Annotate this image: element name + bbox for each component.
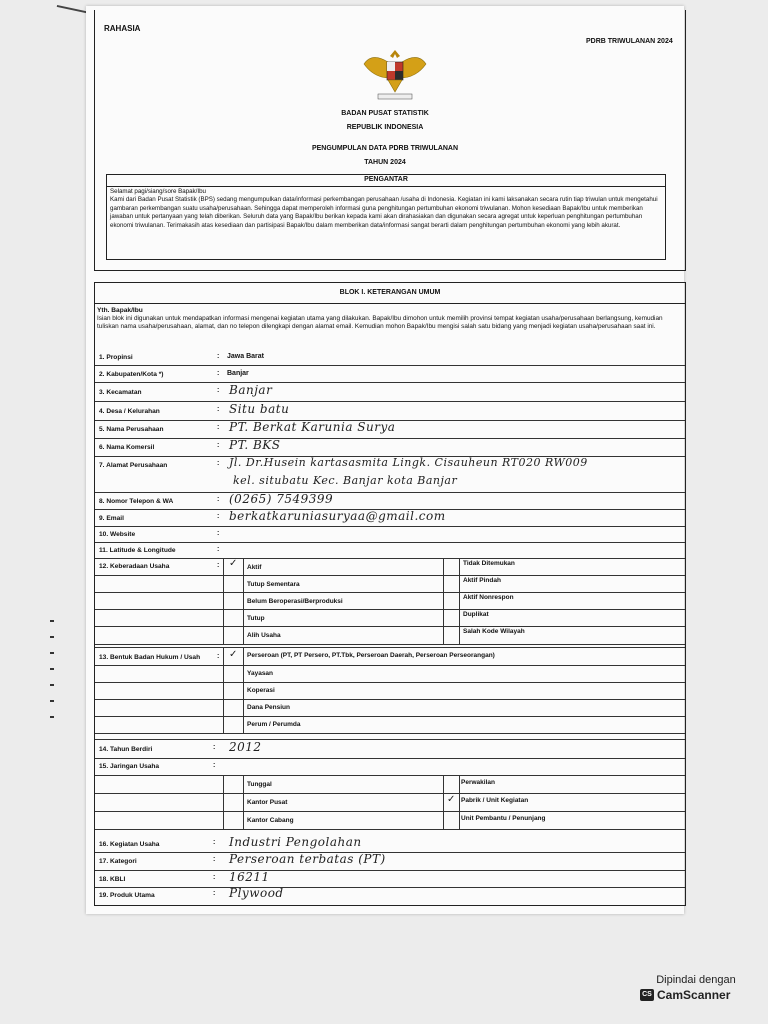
opt-belum-beroperasi[interactable]: Belum Beroperasi/Berproduksi: [247, 598, 343, 605]
scanner-line1: Dipindai dengan: [656, 974, 736, 986]
opt-tutup-sementara[interactable]: Tutup Sementara: [247, 581, 300, 588]
field-produk-utama: 19. Produk Utama : Plywood: [99, 886, 284, 900]
form-year: TAHUN 2024: [364, 159, 406, 166]
pengantar-body: Kami dari Badan Pusat Statistik (BPS) sedang mengumpulkan data/informasi perkembangan perusahaan /usaha di Indonesia. Kegiatan ini kami laksanakan secara rutin tiap triwulan untuk mengetahui gambaran perkembangan suatu usaha/perusahaan. Sehingga dapat memperoleh informasi guna penghitungan pertumbuhan ekonomi triwulanan. Mohon kesediaan Bapak/Ibu untuk memberikan jawaban untuk pertanyaan yang telah diberikan. Seluruh data yang Bapak/Ibu berikan kepada kami akan dirahasiakan dan digunakan secara agregat untuk keperluan penghitungan pertumbuhan ekonomi triwulanan. Terimakasih atas kesediaan dan partisipasi Bapak/Ibu dalam memberikan data/informasi sangat berarti dalam penghitungan pertumbuhan ekonomi yang lebih akurat.: [110, 196, 658, 229]
opt-kantor-cabang[interactable]: Kantor Cabang: [247, 817, 294, 824]
field-kegiatan-usaha: 16. Kegiatan Usaha : Industri Pengolahan: [95, 835, 685, 853]
opt-aktif-pindah[interactable]: Aktif Pindah: [463, 577, 501, 584]
org-country: REPUBLIK INDONESIA: [346, 124, 424, 131]
field-propinsi: 1. Propinsi : Jawa Barat: [95, 349, 685, 366]
scanner-line2: CamScanner: [657, 988, 731, 1002]
scan-fold-mark: [55, 5, 86, 19]
field-kategori: 17. Kategori : Perseroan terbatas (PT): [95, 852, 685, 871]
field-telepon: 8. Nomor Telepon & WA : (0265) 7549399: [95, 492, 685, 510]
form-code: PDRB TRIWULANAN 2024: [586, 38, 673, 45]
form-title: PENGUMPULAN DATA PDRB TRIWULANAN: [311, 145, 459, 152]
field-keberadaan-usaha: 12. Keberadaan Usaha :: [95, 558, 685, 645]
opt-duplikat[interactable]: Duplikat: [463, 611, 489, 618]
opt-unit-pembantu[interactable]: Unit Pembantu / Penunjang: [461, 815, 546, 822]
pengantar-greeting: Selamat pagi/siang/sore Bapak/Ibu: [110, 187, 206, 195]
opt-salah-kode-wilayah[interactable]: Salah Kode Wilayah: [463, 628, 525, 635]
opt-alih-usaha[interactable]: Alih Usaha: [247, 632, 281, 639]
scan-edge-marks: [50, 620, 56, 732]
opt-yayasan[interactable]: Yayasan: [247, 670, 274, 677]
field-jaringan-usaha: 15. Jaringan Usaha :: [99, 762, 216, 770]
field-badan-hukum: 13. Bentuk Badan Hukum / Usah :: [95, 647, 685, 734]
opt-tidak-ditemukan[interactable]: Tidak Ditemukan: [463, 560, 515, 567]
opt-aktif[interactable]: Aktif: [247, 564, 262, 571]
camscanner-watermark: [640, 974, 752, 1014]
opt-tunggal[interactable]: Tunggal: [247, 781, 272, 788]
opt-pabrik[interactable]: Pabrik / Unit Kegiatan: [461, 797, 529, 804]
opt-dana-pensiun[interactable]: Dana Pensiun: [247, 704, 290, 711]
opt-kantor-pusat[interactable]: Kantor Pusat: [247, 799, 288, 806]
garuda-emblem-icon: [360, 44, 430, 104]
field-kecamatan: 3. Kecamatan : Banjar: [95, 382, 685, 402]
opt-perwakilan[interactable]: Perwakilan: [461, 779, 495, 786]
field-desa: 4. Desa / Kelurahan : Situ batu: [95, 401, 685, 421]
blok-salutation: Yth. Bapak/Ibu: [97, 307, 143, 314]
opt-tutup[interactable]: Tutup: [247, 615, 265, 622]
field-latlong: 11. Latitude & Longitude :: [95, 542, 685, 559]
field-website: 10. Website :: [95, 526, 685, 543]
field-alamat: 7. Alamat Perusahaan : Jl. Dr.Husein kartasasmita Lingk. Cisauheun RT020 RW009 kel. situbatu Kec. Banjar kota Banjar: [95, 456, 685, 493]
opt-aktif-nonrespon[interactable]: Aktif Nonrespon: [463, 594, 514, 601]
blok-title: BLOK I. KETERANGAN UMUM: [95, 283, 685, 304]
check-aktif-icon: ✓: [229, 558, 238, 569]
opt-perseroan[interactable]: Perseroan (PT, PT Persero, PT.Tbk, Perseroan Daerah, Perseroan Perseorangan): [247, 652, 495, 659]
camscanner-logo-icon: CS: [640, 989, 654, 1001]
field-nama-perusahaan: 5. Nama Perusahaan : PT. Berkat Karunia Surya: [95, 420, 685, 439]
blok-keterangan-umum: [94, 282, 686, 906]
org-name: BADAN PUSAT STATISTIK: [341, 110, 429, 117]
field-kbli: 18. KBLI : 16211: [95, 870, 685, 888]
field-tahun-berdiri: 14. Tahun Berdiri : 2012: [95, 739, 685, 759]
field-kabupaten: 2. Kabupaten/Kota *) : Banjar: [95, 365, 685, 383]
check-perseroan-icon: ✓: [229, 649, 238, 660]
blok-intro-text: Isian blok ini digunakan untuk mendapatkan informasi mengenai kegiatan utama yang dilakukan. Bapak/Ibu dimohon untuk memilih provinsi tempat kegiatan usaha/perusahaan berlangsung, kemudian tuliskan nama usaha/perusahaan, alamat, dan no telepon dilengkapi dengan alamat email. Kemudian mohon Bapak/Ibu mengisi salah satu bidang yang menjadi kegiatan usaha/perusahaan saat ini.: [97, 315, 663, 330]
pengantar-title: PENGANTAR: [107, 175, 665, 187]
check-pabrik-icon: ✓: [447, 794, 456, 805]
field-email: 9. Email : berkatkaruniasuryaa@gmail.com: [95, 509, 685, 527]
opt-koperasi[interactable]: Koperasi: [247, 687, 275, 694]
opt-perum[interactable]: Perum / Perumda: [247, 721, 301, 728]
pengantar-box: [106, 174, 666, 260]
field-nama-komersil: 6. Nama Komersil : PT. BKS: [95, 438, 685, 457]
confidential-label: RAHASIA: [104, 24, 141, 33]
